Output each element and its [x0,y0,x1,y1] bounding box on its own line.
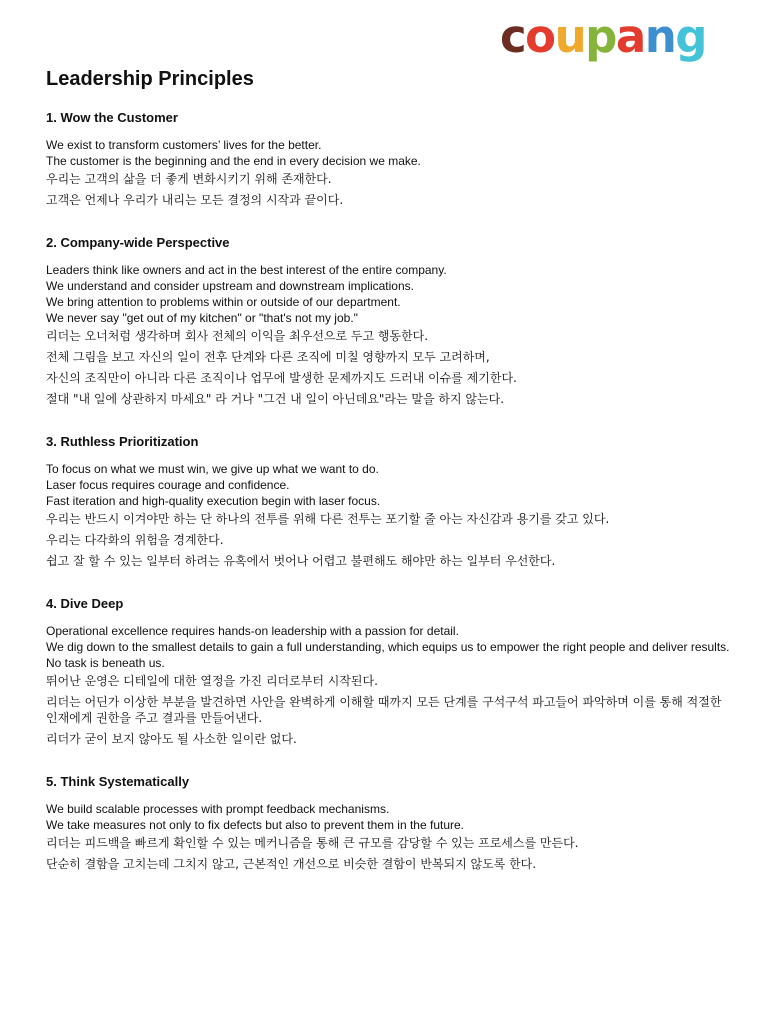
principle-section [46,109,736,211]
english-text-line: We never say "get out of my kitchen" or "that's not my job." [46,311,358,325]
principle-heading: 2. Company-wide Perspective [46,235,230,250]
page-title: Leadership Principles [46,68,254,90]
korean-text-line: 리더는 피드백을 빠르게 확인할 수 있는 메커니즘을 통해 큰 규모를 감당할 수 있는 프로세스를 만든다. [46,836,579,850]
english-text-line: Fast iteration and high-quality execution begin with laser focus. [46,494,381,508]
english-text-line: We bring attention to problems within or outside of our department. [46,295,401,309]
principle-section [46,234,736,410]
english-text-line: We exist to transform customers’ lives for the better. [46,138,322,152]
korean-text-line: 리더는 오너처럼 생각하며 회사 전체의 이익을 최우선으로 두고 행동한다. [46,329,429,343]
logo-letter: a [615,10,645,63]
document-body [46,66,736,875]
english-text-line: No task is beneath us. [46,656,165,670]
english-text-line: Operational excellence requires hands-on leadership with a passion for detail. [46,624,459,638]
korean-text-line: 자신의 조직만이 아니라 다른 조직이나 업무에 발생한 문제까지도 드러내 이슈를 제기한다. [46,371,517,385]
principle-section [46,433,736,572]
principle-section [46,595,736,750]
english-text-line: Laser focus requires courage and confidence. [46,478,290,492]
korean-text-line: 리더는 어딘가 이상한 부분을 발견하면 사안을 완벽하게 이해할 때까지 모든 단계를 구석구석 파고들어 파악하며 이를 통해 적절한 인재에게 권한을 주고 결과를 만들어낸다. [46,695,722,725]
logo-letter: o [525,10,555,63]
logo-letter: n [644,10,676,63]
korean-text-line: 뛰어난 운영은 디테일에 대한 열정을 가진 리더로부터 시작된다. [46,674,378,688]
logo-letter: c [499,10,526,63]
korean-text-line: 단순히 결함을 고치는데 그치지 않고, 근본적인 개선으로 비슷한 결함이 반복되지 않도록 한다. [46,857,537,871]
english-text-line: We take measures not only to fix defects but also to prevent them in the future. [46,818,465,832]
logo-letter: u [554,10,586,63]
korean-text-line: 우리는 고객의 삶을 더 좋게 변화시키기 위해 존재한다. [46,172,332,186]
principle-heading: 5. Think Systematically [46,774,190,789]
korean-text-line: 우리는 반드시 이겨야만 하는 단 하나의 전투를 위해 다른 전투는 포기할 줄 아는 자신감과 용기를 갖고 있다. [46,512,610,526]
principle-section [46,773,736,875]
korean-text-line: 고객은 언제나 우리가 내리는 모든 결정의 시작과 끝이다. [46,193,344,207]
english-text-line: We understand and consider upstream and downstream implications. [46,279,414,293]
principle-heading: 3. Ruthless Prioritization [46,434,199,449]
english-text-line: Leaders think like owners and act in the best interest of the entire company. [46,263,447,277]
logo-letter: p [585,10,616,63]
korean-text-line: 리더가 굳이 보지 않아도 될 사소한 일이란 없다. [46,732,297,746]
english-text-line: To focus on what we must win, we give up what we want to do. [46,462,379,476]
korean-text-line: 우리는 다각화의 위험을 경계한다. [46,533,224,547]
korean-text-line: 절대 "내 일에 상관하지 마세요" 라 거나 "그건 내 일이 아닌데요"라는 말을 하지 않는다. [46,392,505,406]
korean-text-line: 쉽고 잘 할 수 있는 일부터 하려는 유혹에서 벗어나 어렵고 불편해도 해야만 하는 일부터 우선한다. [46,554,556,568]
english-text-line: The customer is the beginning and the end in every decision we make. [46,154,421,168]
principle-heading: 4. Dive Deep [46,596,124,611]
english-text-line: We dig down to the smallest details to gain a full understanding, which equips us to empower the right people and deliver results. [46,640,730,654]
principle-heading: 1. Wow the Customer [46,110,178,125]
coupang-logo [499,10,706,63]
logo-letter: g [675,10,706,63]
english-text-line: We build scalable processes with prompt feedback mechanisms. [46,802,390,816]
korean-text-line: 전체 그림을 보고 자신의 일이 전후 단계와 다른 조직에 미칠 영향까지 모두 고려하며, [46,350,490,364]
principles-list [46,109,736,875]
